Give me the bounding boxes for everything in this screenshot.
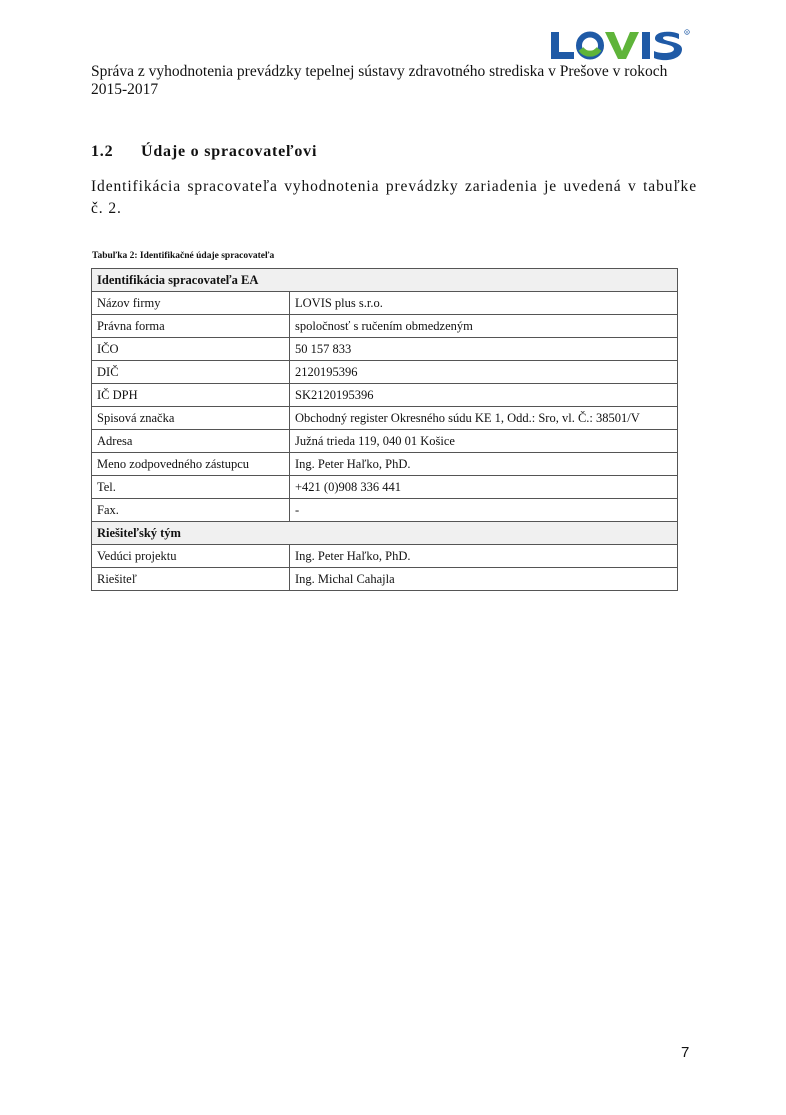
section-heading: [91, 143, 317, 161]
table-row: [92, 568, 678, 591]
page-number: 7: [681, 1044, 690, 1061]
row-label: Fax.: [92, 499, 290, 522]
section-header-cell: Riešiteľský tým: [92, 522, 678, 545]
document-header-title: Správa z vyhodnotenia prevádzky tepelnej sústavy zdravotného strediska v Prešove v rokoch 2015-2017: [91, 63, 668, 98]
table-row: [92, 361, 678, 384]
table-row: [92, 476, 678, 499]
row-label: Názov firmy: [92, 292, 290, 315]
row-value: -: [290, 499, 678, 522]
row-value: Ing. Peter Haľko, PhD.: [290, 545, 678, 568]
section-header-cell: Identifikácia spracovateľa EA: [92, 269, 678, 292]
table-caption: Tabuľka 2: Identifikačné údaje spracovateľa: [92, 251, 275, 261]
row-value: LOVIS plus s.r.o.: [290, 292, 678, 315]
table-row: [92, 545, 678, 568]
row-value: Ing. Michal Cahajla: [290, 568, 678, 591]
identification-table: [91, 268, 678, 591]
row-label: Vedúci projektu: [92, 545, 290, 568]
row-value: Obchodný register Okresného súdu KE 1, Odd.: Sro, vl. Č.: 38501/V: [290, 407, 678, 430]
table-row: [92, 453, 678, 476]
intro-paragraph: Identifikácia spracovateľa vyhodnotenia prevádzky zariadenia je uvedená v tabuľke č. 2.: [91, 178, 697, 217]
row-label: Meno zodpovedného zástupcu: [92, 453, 290, 476]
row-label: Tel.: [92, 476, 290, 499]
section-title: Údaje o spracovateľovi: [141, 143, 318, 160]
table-row: [92, 338, 678, 361]
row-label: DIČ: [92, 361, 290, 384]
row-label: Spisová značka: [92, 407, 290, 430]
lovis-logo: [548, 28, 690, 62]
table-row: [92, 384, 678, 407]
svg-text:R: R: [685, 30, 689, 35]
row-label: Právna forma: [92, 315, 290, 338]
row-value: SK2120195396: [290, 384, 678, 407]
row-value: +421 (0)908 336 441: [290, 476, 678, 499]
table-section-header: [92, 269, 678, 292]
table-row: [92, 430, 678, 453]
row-label: Riešiteľ: [92, 568, 290, 591]
row-value: 2120195396: [290, 361, 678, 384]
table-row: [92, 499, 678, 522]
table-row: [92, 407, 678, 430]
row-value: 50 157 833: [290, 338, 678, 361]
row-value: spoločnosť s ručením obmedzeným: [290, 315, 678, 338]
section-number: 1.2: [91, 143, 114, 160]
row-label: IČO: [92, 338, 290, 361]
table-row: [92, 315, 678, 338]
table-section-header: [92, 522, 678, 545]
table-row: [92, 292, 678, 315]
row-value: Južná trieda 119, 040 01 Košice: [290, 430, 678, 453]
row-label: IČ DPH: [92, 384, 290, 407]
row-value: Ing. Peter Haľko, PhD.: [290, 453, 678, 476]
row-label: Adresa: [92, 430, 290, 453]
